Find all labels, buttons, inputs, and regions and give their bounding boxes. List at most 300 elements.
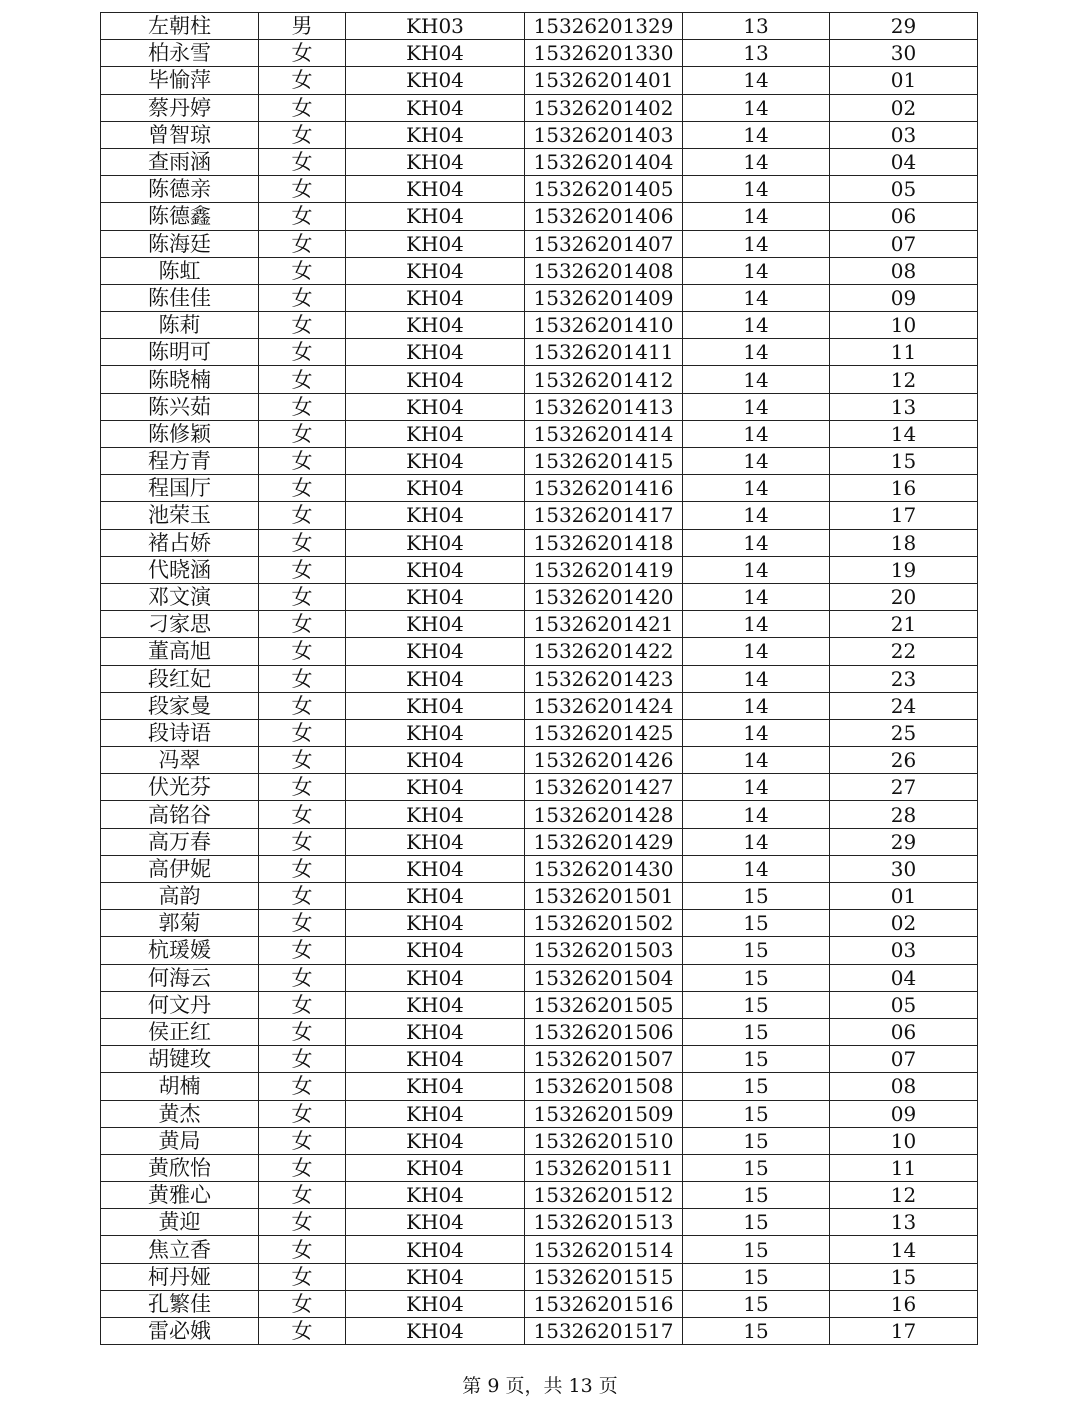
room-number-cell: 14 — [683, 747, 830, 774]
exam-number-cell: 15326201407 — [525, 230, 683, 257]
table-row — [101, 420, 978, 447]
gender-cell: 女 — [259, 719, 346, 746]
gender-cell: 女 — [259, 1263, 346, 1290]
room-number-cell: 14 — [683, 774, 830, 801]
room-number-cell: 14 — [683, 203, 830, 230]
exam-number-cell: 15326201426 — [525, 747, 683, 774]
gender-cell: 女 — [259, 1182, 346, 1209]
exam-number-cell: 15326201503 — [525, 937, 683, 964]
gender-cell: 女 — [259, 529, 346, 556]
exam-number-cell: 15326201405 — [525, 176, 683, 203]
name-cell: 陈晓楠 — [101, 366, 259, 393]
room-number-cell: 14 — [683, 556, 830, 583]
room-number-cell: 14 — [683, 121, 830, 148]
room-code-cell: KH04 — [346, 556, 525, 583]
seat-number-cell: 08 — [830, 1073, 978, 1100]
room-code-cell: KH04 — [346, 284, 525, 311]
seat-number-cell: 16 — [830, 1290, 978, 1317]
room-code-cell: KH04 — [346, 883, 525, 910]
room-number-cell: 15 — [683, 1073, 830, 1100]
table-row — [101, 176, 978, 203]
room-code-cell: KH04 — [346, 420, 525, 447]
seat-number-cell: 12 — [830, 366, 978, 393]
room-code-cell: KH04 — [346, 339, 525, 366]
room-number-cell: 15 — [683, 1290, 830, 1317]
name-cell: 胡键玫 — [101, 1046, 259, 1073]
seat-number-cell: 14 — [830, 420, 978, 447]
gender-cell: 女 — [259, 883, 346, 910]
room-code-cell: KH04 — [346, 257, 525, 284]
seat-number-cell: 16 — [830, 475, 978, 502]
table-row — [101, 448, 978, 475]
room-number-cell: 14 — [683, 611, 830, 638]
exam-number-cell: 15326201412 — [525, 366, 683, 393]
name-cell: 伏光芬 — [101, 774, 259, 801]
gender-cell: 女 — [259, 339, 346, 366]
exam-number-cell: 15326201511 — [525, 1154, 683, 1181]
exam-number-cell: 15326201512 — [525, 1182, 683, 1209]
seat-number-cell: 19 — [830, 556, 978, 583]
room-code-cell: KH04 — [346, 312, 525, 339]
table-row — [101, 1318, 978, 1345]
name-cell: 高铭谷 — [101, 801, 259, 828]
gender-cell: 女 — [259, 502, 346, 529]
table-row — [101, 747, 978, 774]
name-cell: 冯翠 — [101, 747, 259, 774]
room-number-cell: 14 — [683, 692, 830, 719]
exam-number-cell: 15326201506 — [525, 1018, 683, 1045]
exam-number-cell: 15326201510 — [525, 1127, 683, 1154]
seat-number-cell: 24 — [830, 692, 978, 719]
room-number-cell: 15 — [683, 1127, 830, 1154]
table-row — [101, 665, 978, 692]
table-row — [101, 121, 978, 148]
room-number-cell: 14 — [683, 529, 830, 556]
name-cell: 陈海廷 — [101, 230, 259, 257]
room-code-cell: KH04 — [346, 1127, 525, 1154]
room-number-cell: 15 — [683, 1236, 830, 1263]
exam-number-cell: 15326201513 — [525, 1209, 683, 1236]
seat-number-cell: 01 — [830, 883, 978, 910]
room-code-cell: KH04 — [346, 747, 525, 774]
name-cell: 杭瑗媛 — [101, 937, 259, 964]
room-code-cell: KH04 — [346, 1100, 525, 1127]
seat-number-cell: 05 — [830, 176, 978, 203]
name-cell: 黄局 — [101, 1127, 259, 1154]
gender-cell: 女 — [259, 366, 346, 393]
room-number-cell: 15 — [683, 1209, 830, 1236]
table-row — [101, 94, 978, 121]
room-number-cell: 14 — [683, 828, 830, 855]
seat-number-cell: 10 — [830, 312, 978, 339]
room-code-cell: KH04 — [346, 1263, 525, 1290]
name-cell: 陈明可 — [101, 339, 259, 366]
exam-number-cell: 15326201517 — [525, 1318, 683, 1345]
name-cell: 孔繁佳 — [101, 1290, 259, 1317]
exam-number-cell: 15326201402 — [525, 94, 683, 121]
exam-number-cell: 15326201418 — [525, 529, 683, 556]
table-row — [101, 1209, 978, 1236]
name-cell: 何海云 — [101, 964, 259, 991]
seat-number-cell: 15 — [830, 448, 978, 475]
room-number-cell: 14 — [683, 366, 830, 393]
room-number-cell: 14 — [683, 339, 830, 366]
seat-number-cell: 27 — [830, 774, 978, 801]
seat-number-cell: 01 — [830, 67, 978, 94]
table-row — [101, 257, 978, 284]
room-number-cell: 14 — [683, 67, 830, 94]
gender-cell: 女 — [259, 176, 346, 203]
seat-number-cell: 22 — [830, 638, 978, 665]
seat-number-cell: 25 — [830, 719, 978, 746]
room-number-cell: 14 — [683, 502, 830, 529]
room-number-cell: 15 — [683, 1318, 830, 1345]
room-code-cell: KH04 — [346, 393, 525, 420]
gender-cell: 女 — [259, 583, 346, 610]
room-number-cell: 14 — [683, 148, 830, 175]
gender-cell: 女 — [259, 1290, 346, 1317]
table-row — [101, 529, 978, 556]
name-cell: 程国厅 — [101, 475, 259, 502]
seat-number-cell: 03 — [830, 937, 978, 964]
table-row — [101, 583, 978, 610]
room-number-cell: 15 — [683, 1182, 830, 1209]
seat-number-cell: 04 — [830, 148, 978, 175]
exam-number-cell: 15326201422 — [525, 638, 683, 665]
room-number-cell: 15 — [683, 964, 830, 991]
table-row — [101, 1263, 978, 1290]
room-code-cell: KH04 — [346, 1236, 525, 1263]
table-row — [101, 556, 978, 583]
table-row — [101, 937, 978, 964]
room-number-cell: 14 — [683, 176, 830, 203]
table-row — [101, 312, 978, 339]
seat-number-cell: 29 — [830, 13, 978, 40]
exam-number-cell: 15326201430 — [525, 855, 683, 882]
gender-cell: 女 — [259, 230, 346, 257]
seat-number-cell: 13 — [830, 393, 978, 420]
gender-cell: 女 — [259, 828, 346, 855]
name-cell: 褚占娇 — [101, 529, 259, 556]
seat-number-cell: 23 — [830, 665, 978, 692]
room-number-cell: 14 — [683, 448, 830, 475]
room-number-cell: 14 — [683, 855, 830, 882]
name-cell: 段红妃 — [101, 665, 259, 692]
roster-table — [100, 12, 978, 1345]
room-code-cell: KH04 — [346, 692, 525, 719]
exam-number-cell: 15326201429 — [525, 828, 683, 855]
seat-number-cell: 18 — [830, 529, 978, 556]
room-code-cell: KH04 — [346, 774, 525, 801]
seat-number-cell: 11 — [830, 339, 978, 366]
table-row — [101, 719, 978, 746]
room-code-cell: KH04 — [346, 502, 525, 529]
gender-cell: 女 — [259, 1018, 346, 1045]
room-code-cell: KH04 — [346, 366, 525, 393]
gender-cell: 女 — [259, 964, 346, 991]
name-cell: 左朝柱 — [101, 13, 259, 40]
table-row — [101, 801, 978, 828]
gender-cell: 女 — [259, 257, 346, 284]
room-number-cell: 14 — [683, 94, 830, 121]
room-number-cell: 14 — [683, 801, 830, 828]
name-cell: 侯正红 — [101, 1018, 259, 1045]
name-cell: 刁家思 — [101, 611, 259, 638]
seat-number-cell: 21 — [830, 611, 978, 638]
roster-table-body — [101, 13, 978, 1345]
room-code-cell: KH04 — [346, 611, 525, 638]
seat-number-cell: 09 — [830, 284, 978, 311]
room-code-cell: KH04 — [346, 665, 525, 692]
table-row — [101, 1100, 978, 1127]
table-row — [101, 638, 978, 665]
seat-number-cell: 12 — [830, 1182, 978, 1209]
room-code-cell: KH04 — [346, 1073, 525, 1100]
name-cell: 毕愉萍 — [101, 67, 259, 94]
room-number-cell: 15 — [683, 1154, 830, 1181]
exam-number-cell: 15326201417 — [525, 502, 683, 529]
room-number-cell: 14 — [683, 230, 830, 257]
seat-number-cell: 15 — [830, 1263, 978, 1290]
room-code-cell: KH04 — [346, 937, 525, 964]
gender-cell: 女 — [259, 692, 346, 719]
room-number-cell: 15 — [683, 883, 830, 910]
name-cell: 查雨涵 — [101, 148, 259, 175]
room-code-cell: KH04 — [346, 719, 525, 746]
exam-number-cell: 15326201514 — [525, 1236, 683, 1263]
seat-number-cell: 20 — [830, 583, 978, 610]
room-number-cell: 14 — [683, 257, 830, 284]
name-cell: 曾智琼 — [101, 121, 259, 148]
seat-number-cell: 13 — [830, 1209, 978, 1236]
room-code-cell: KH04 — [346, 1209, 525, 1236]
exam-number-cell: 15326201408 — [525, 257, 683, 284]
name-cell: 黄雅心 — [101, 1182, 259, 1209]
name-cell: 何文丹 — [101, 991, 259, 1018]
room-number-cell: 15 — [683, 991, 830, 1018]
exam-number-cell: 15326201509 — [525, 1100, 683, 1127]
table-row — [101, 1290, 978, 1317]
gender-cell: 女 — [259, 611, 346, 638]
room-number-cell: 13 — [683, 13, 830, 40]
table-row — [101, 366, 978, 393]
room-number-cell: 14 — [683, 638, 830, 665]
table-row — [101, 339, 978, 366]
table-row — [101, 883, 978, 910]
table-row — [101, 203, 978, 230]
room-number-cell: 14 — [683, 719, 830, 746]
name-cell: 胡楠 — [101, 1073, 259, 1100]
seat-number-cell: 30 — [830, 40, 978, 67]
room-code-cell: KH04 — [346, 801, 525, 828]
exam-number-cell: 15326201428 — [525, 801, 683, 828]
room-number-cell: 14 — [683, 393, 830, 420]
seat-number-cell: 02 — [830, 94, 978, 121]
seat-number-cell: 28 — [830, 801, 978, 828]
name-cell: 段家曼 — [101, 692, 259, 719]
gender-cell: 女 — [259, 67, 346, 94]
gender-cell: 女 — [259, 1209, 346, 1236]
exam-number-cell: 15326201414 — [525, 420, 683, 447]
room-code-cell: KH04 — [346, 855, 525, 882]
name-cell: 蔡丹婷 — [101, 94, 259, 121]
room-number-cell: 15 — [683, 1263, 830, 1290]
room-code-cell: KH04 — [346, 40, 525, 67]
table-row — [101, 611, 978, 638]
seat-number-cell: 06 — [830, 1018, 978, 1045]
seat-number-cell: 17 — [830, 502, 978, 529]
room-code-cell: KH04 — [346, 148, 525, 175]
seat-number-cell: 06 — [830, 203, 978, 230]
room-code-cell: KH04 — [346, 638, 525, 665]
gender-cell: 女 — [259, 40, 346, 67]
room-code-cell: KH04 — [346, 1046, 525, 1073]
gender-cell: 男 — [259, 13, 346, 40]
room-code-cell: KH04 — [346, 1154, 525, 1181]
gender-cell: 女 — [259, 774, 346, 801]
table-row — [101, 1236, 978, 1263]
table-row — [101, 67, 978, 94]
gender-cell: 女 — [259, 448, 346, 475]
exam-number-cell: 15326201413 — [525, 393, 683, 420]
room-code-cell: KH04 — [346, 121, 525, 148]
gender-cell: 女 — [259, 1154, 346, 1181]
name-cell: 代晓涵 — [101, 556, 259, 583]
exam-number-cell: 15326201505 — [525, 991, 683, 1018]
room-number-cell: 14 — [683, 284, 830, 311]
seat-number-cell: 11 — [830, 1154, 978, 1181]
name-cell: 高万春 — [101, 828, 259, 855]
table-row — [101, 1018, 978, 1045]
exam-number-cell: 15326201502 — [525, 910, 683, 937]
room-code-cell: KH04 — [346, 176, 525, 203]
room-code-cell: KH04 — [346, 94, 525, 121]
table-row — [101, 148, 978, 175]
room-code-cell: KH04 — [346, 910, 525, 937]
table-row — [101, 502, 978, 529]
room-code-cell: KH04 — [346, 529, 525, 556]
exam-number-cell: 15326201404 — [525, 148, 683, 175]
exam-number-cell: 15326201427 — [525, 774, 683, 801]
table-row — [101, 40, 978, 67]
table-row — [101, 991, 978, 1018]
name-cell: 陈佳佳 — [101, 284, 259, 311]
seat-number-cell: 09 — [830, 1100, 978, 1127]
exam-number-cell: 15326201401 — [525, 67, 683, 94]
exam-number-cell: 15326201424 — [525, 692, 683, 719]
exam-number-cell: 15326201421 — [525, 611, 683, 638]
gender-cell: 女 — [259, 665, 346, 692]
gender-cell: 女 — [259, 1318, 346, 1345]
room-code-cell: KH04 — [346, 475, 525, 502]
gender-cell: 女 — [259, 1073, 346, 1100]
room-number-cell: 14 — [683, 665, 830, 692]
gender-cell: 女 — [259, 203, 346, 230]
room-code-cell: KH04 — [346, 1182, 525, 1209]
seat-number-cell: 03 — [830, 121, 978, 148]
exam-number-cell: 15326201423 — [525, 665, 683, 692]
exam-number-cell: 15326201515 — [525, 1263, 683, 1290]
name-cell: 段诗语 — [101, 719, 259, 746]
gender-cell: 女 — [259, 475, 346, 502]
room-number-cell: 15 — [683, 1046, 830, 1073]
seat-number-cell: 26 — [830, 747, 978, 774]
room-number-cell: 15 — [683, 910, 830, 937]
table-row — [101, 964, 978, 991]
room-code-cell: KH04 — [346, 448, 525, 475]
table-row — [101, 1127, 978, 1154]
name-cell: 高韵 — [101, 883, 259, 910]
name-cell: 陈德鑫 — [101, 203, 259, 230]
page-footer: 第 9 页，共 13 页 — [462, 1375, 618, 1397]
seat-number-cell: 30 — [830, 855, 978, 882]
seat-number-cell: 05 — [830, 991, 978, 1018]
table-row — [101, 393, 978, 420]
gender-cell: 女 — [259, 284, 346, 311]
seat-number-cell: 07 — [830, 1046, 978, 1073]
room-number-cell: 15 — [683, 1100, 830, 1127]
name-cell: 高伊妮 — [101, 855, 259, 882]
seat-number-cell: 04 — [830, 964, 978, 991]
seat-number-cell: 02 — [830, 910, 978, 937]
name-cell: 黄杰 — [101, 1100, 259, 1127]
exam-number-cell: 15326201415 — [525, 448, 683, 475]
exam-number-cell: 15326201501 — [525, 883, 683, 910]
name-cell: 黄欣怡 — [101, 1154, 259, 1181]
gender-cell: 女 — [259, 312, 346, 339]
name-cell: 黄迎 — [101, 1209, 259, 1236]
room-number-cell: 14 — [683, 420, 830, 447]
gender-cell: 女 — [259, 1100, 346, 1127]
name-cell: 邓文演 — [101, 583, 259, 610]
table-row — [101, 910, 978, 937]
room-code-cell: KH04 — [346, 1018, 525, 1045]
room-number-cell: 14 — [683, 583, 830, 610]
table-row — [101, 1073, 978, 1100]
room-number-cell: 15 — [683, 937, 830, 964]
gender-cell: 女 — [259, 121, 346, 148]
table-row — [101, 1182, 978, 1209]
exam-number-cell: 15326201409 — [525, 284, 683, 311]
name-cell: 郭菊 — [101, 910, 259, 937]
table-row — [101, 828, 978, 855]
gender-cell: 女 — [259, 148, 346, 175]
gender-cell: 女 — [259, 638, 346, 665]
room-code-cell: KH04 — [346, 991, 525, 1018]
exam-number-cell: 15326201504 — [525, 964, 683, 991]
table-row — [101, 13, 978, 40]
table-row — [101, 692, 978, 719]
gender-cell: 女 — [259, 556, 346, 583]
room-number-cell: 14 — [683, 312, 830, 339]
gender-cell: 女 — [259, 991, 346, 1018]
exam-number-cell: 15326201403 — [525, 121, 683, 148]
name-cell: 柏永雪 — [101, 40, 259, 67]
name-cell: 雷必娥 — [101, 1318, 259, 1345]
gender-cell: 女 — [259, 910, 346, 937]
gender-cell: 女 — [259, 94, 346, 121]
name-cell: 董高旭 — [101, 638, 259, 665]
room-code-cell: KH04 — [346, 1318, 525, 1345]
name-cell: 陈修颖 — [101, 420, 259, 447]
name-cell: 程方青 — [101, 448, 259, 475]
gender-cell: 女 — [259, 1127, 346, 1154]
exam-number-cell: 15326201406 — [525, 203, 683, 230]
room-code-cell: KH03 — [346, 13, 525, 40]
table-row — [101, 284, 978, 311]
name-cell: 陈虹 — [101, 257, 259, 284]
room-number-cell: 14 — [683, 475, 830, 502]
